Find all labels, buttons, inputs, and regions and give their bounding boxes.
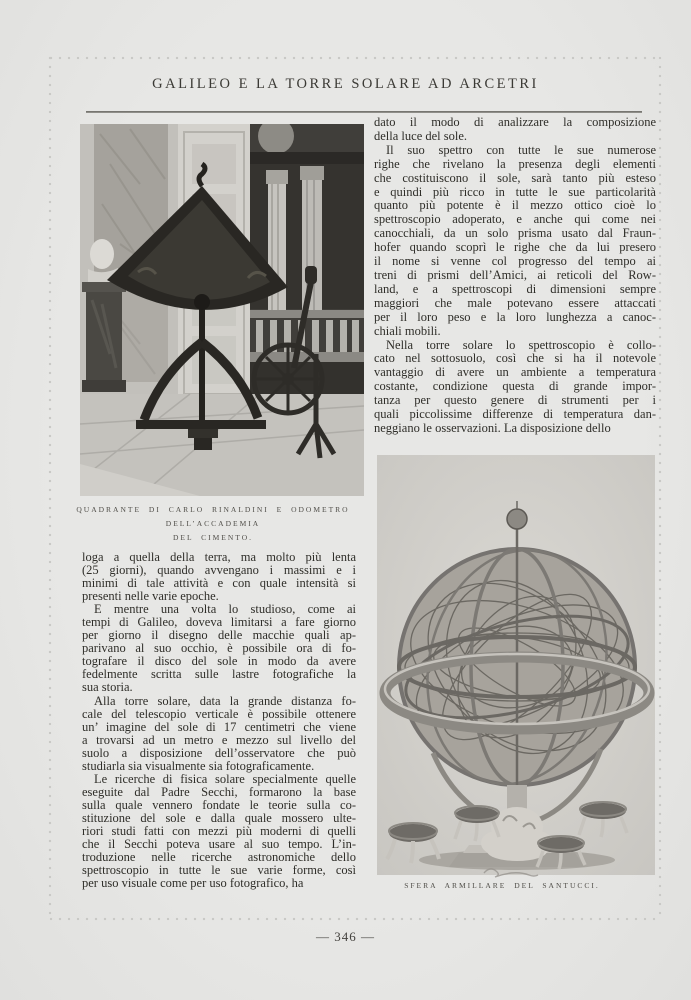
handwritten-mark bbox=[480, 864, 540, 878]
border-dots-bottom bbox=[48, 916, 660, 922]
text-line: E mentre una volta lo studioso, come ai bbox=[94, 602, 356, 617]
title-rule bbox=[86, 111, 642, 113]
text-line: costante, condizione questa di grande impor- bbox=[374, 379, 656, 394]
text-line: per giorno il disegno delle macchie quali ap- bbox=[82, 628, 356, 643]
text-line: e quindi più ricco in tutte le sue particolarità bbox=[374, 184, 656, 199]
text-line: suolo a disposizione dell’osservatore che può bbox=[82, 745, 356, 760]
text-line: neggiano le osservazioni. La disposizione dello bbox=[374, 420, 611, 435]
text-line: cale del telescopio verticale è possibile ottenere bbox=[82, 706, 356, 721]
text-line: un’ imagine del sole di 17 centimetri che viene bbox=[82, 719, 356, 734]
text-line: cato nel sottosuolo, così che si ha il notevole bbox=[374, 351, 656, 366]
text-line: fedelmente scritta sulle lastre fotografiche la bbox=[82, 667, 356, 682]
text-line: presenti nelle varie epoche. bbox=[82, 589, 219, 604]
caption-sphere: SFERA ARMILLARE DEL SANTUCCI. bbox=[404, 881, 600, 890]
text-line: sulla quale vennero fondate le teorie sulla co- bbox=[82, 797, 356, 812]
text-line: a trovarsi ad un metro e mezzo sul livello del bbox=[82, 732, 356, 747]
quadrant-photo-illustration bbox=[80, 124, 364, 496]
border-dots-top bbox=[48, 55, 660, 61]
text-line: della luce del sole. bbox=[374, 128, 468, 143]
text-line: troduzione nelle ricerche astronomiche dello bbox=[82, 850, 356, 865]
text-line: spettroscopio in tutte le sue varie forme, così bbox=[82, 863, 356, 878]
photo-armillary-sphere bbox=[377, 455, 655, 875]
text-line: Le ricerche di fisica solare specialmente quelle bbox=[94, 771, 356, 786]
photo-quadrant-rinaldini bbox=[80, 124, 364, 496]
text-line: eseguite dal Padre Secchi, formarono la base bbox=[82, 784, 356, 799]
text-line: loga a quella della terra, ma molto più lenta bbox=[82, 550, 356, 564]
text-line: sua storia. bbox=[82, 680, 133, 695]
text-line: tografare il disco del sole in modo da avere bbox=[82, 654, 356, 669]
text-line: studiarla sia visualmente sia fotograficamente. bbox=[82, 758, 315, 773]
caption-quadrant bbox=[58, 503, 368, 545]
text-line: Nella torre solare lo spettroscopio è collo- bbox=[386, 337, 656, 352]
caption-quadrant-line1: QUADRANTE DI CARLO RINALDINI E ODOMETRO DELL’ACCADEMIA bbox=[76, 505, 350, 528]
text-line: che il Secchi poteva usare al suo tempo. L’in- bbox=[82, 837, 356, 852]
text-line: canocchiali, da un solo prisma usato dal Fraun- bbox=[374, 226, 656, 241]
text-line: righe che rivelano la presenza degli elementi bbox=[374, 156, 656, 171]
armillary-sphere-illustration bbox=[377, 455, 655, 875]
text-line: hofer quando scoprì le righe che da lui presero bbox=[374, 240, 656, 255]
text-line: quali piccolissime differenze di temperatura dan- bbox=[374, 407, 656, 422]
text-line: spettroscopio adoperato, e anche qui come nei bbox=[374, 212, 656, 227]
text-line: Alla torre solare, data la grande distanza fo- bbox=[94, 693, 356, 708]
text-column-left bbox=[82, 551, 356, 890]
text-line: tanza per questo genere di strumenti per i bbox=[374, 393, 656, 408]
text-line: maggiori che male potevano essere attaccati bbox=[374, 295, 656, 310]
page-title: GALILEO E LA TORRE SOLARE AD ARCETRI bbox=[152, 76, 539, 92]
text-line: Il suo spettro con tutte le sue numerose bbox=[386, 142, 656, 157]
border-dots-right bbox=[657, 55, 663, 918]
text-line: minimi di tale attività e con quale intensità si bbox=[82, 576, 356, 591]
text-line: land, e a spettroscopi di dimensioni sempre bbox=[374, 281, 656, 296]
text-line: dato il modo di analizzare la composizione bbox=[374, 115, 656, 129]
text-line: chiali mobili. bbox=[374, 323, 441, 338]
text-line: treni di prismi dell’Amici, ai reticoli del Row- bbox=[374, 267, 656, 282]
text-line: vantaggio di avere un ambiente a temperatura bbox=[374, 365, 656, 380]
text-line: per il loro peso e la loro lunghezza a canoc- bbox=[374, 309, 656, 324]
text-line: per uso visuale come per uso fotografico, ha bbox=[82, 876, 304, 891]
text-line: che costituiscono il sole, sarà tanto più esteso bbox=[374, 170, 656, 185]
text-line: stituzione del sole e dalla quale mossero ulte- bbox=[82, 810, 356, 825]
text-line: (25 giorni), quando avvengano i massimi e i bbox=[82, 563, 356, 578]
page-number: — 346 — bbox=[316, 929, 375, 944]
text-line: il nome si venne col progresso del tempo ai bbox=[374, 254, 656, 269]
border-dots-left bbox=[47, 55, 53, 918]
text-line: riori studi fatti con mezzi più moderni di quelli bbox=[82, 823, 356, 838]
text-line: tempi di Galileo, doveva limitarsi a fare giorno bbox=[82, 615, 356, 630]
text-line: quanto più potente è il mezzo ottico cioè lo bbox=[374, 198, 656, 213]
text-column-right bbox=[374, 116, 656, 436]
caption-quadrant-line2: DEL CIMENTO. bbox=[172, 533, 254, 542]
text-line: parivano al suo occhio, è possibile ora di fo- bbox=[82, 641, 356, 656]
